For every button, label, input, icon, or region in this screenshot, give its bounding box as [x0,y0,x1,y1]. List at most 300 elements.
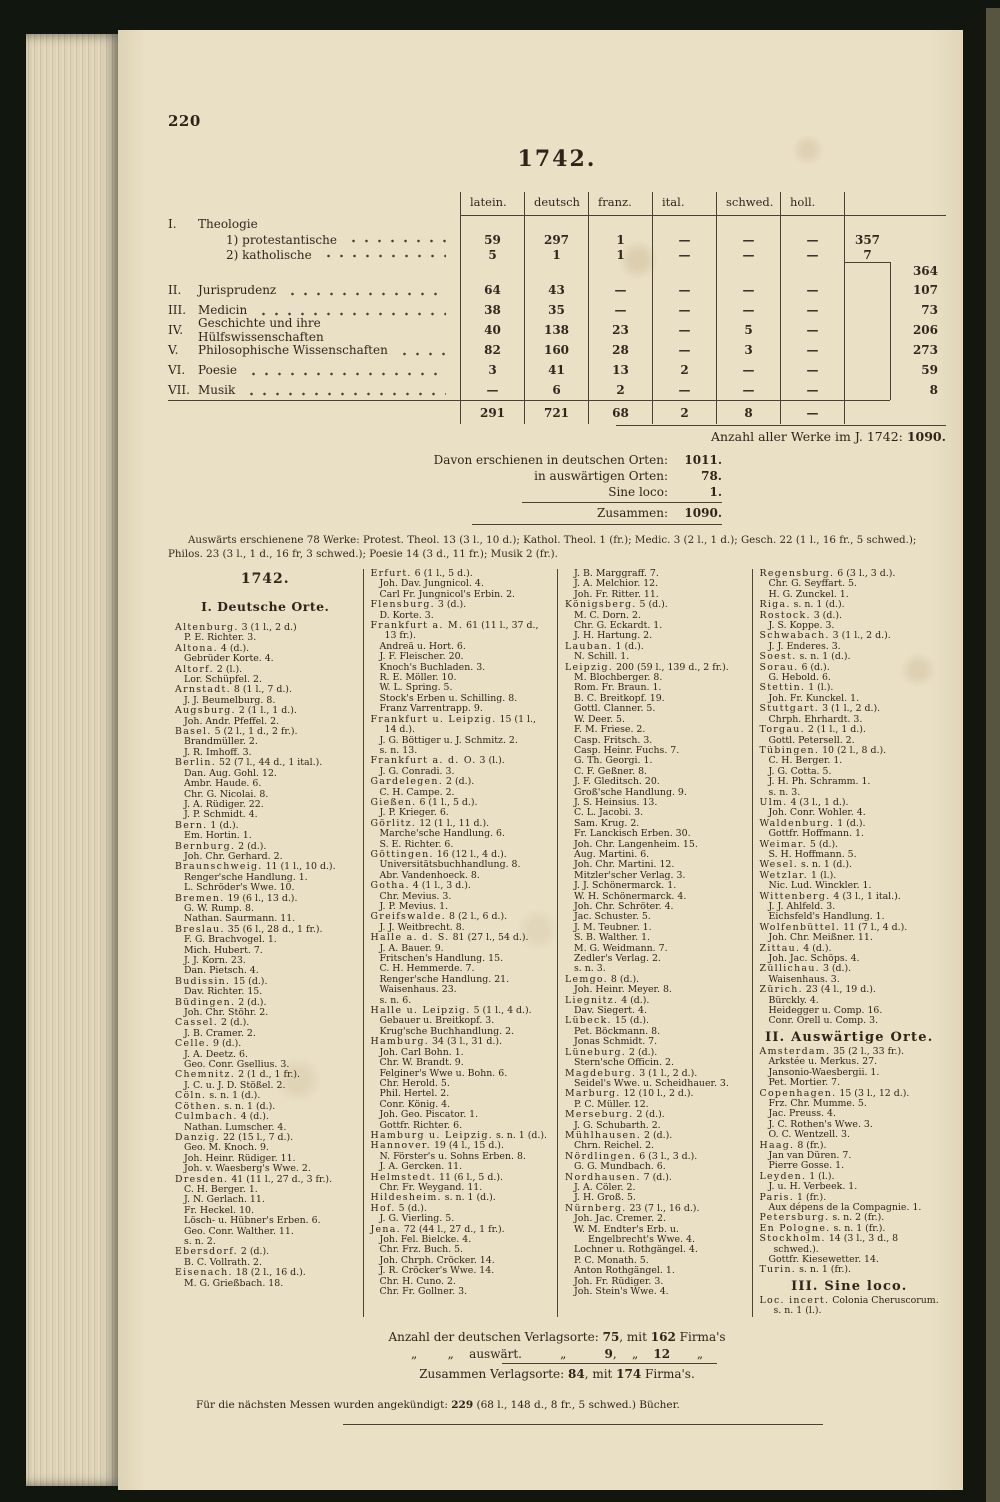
subtotal-cell [844,216,890,232]
place-name: Bern. [175,819,208,831]
place-info: 2 (1 l., 1 d.). [807,724,866,736]
table-value-cell: — [652,380,716,400]
place-entry [760,1265,940,1275]
firm-text: J. A. Rüdiger. 22. [184,798,264,810]
table-value-cell [716,216,780,232]
place-name: Jena. [370,1223,401,1235]
table-value-cell [716,262,780,280]
table-value-cell: — [716,380,780,400]
category-cell [168,340,460,360]
place-name: Gotha. [370,880,410,892]
summary-value: 78. [701,469,722,483]
category-label: Medicin [198,303,248,317]
firm-text: B. C. Vollrath. 2. [184,1256,262,1268]
table-value-cell: 3 [460,360,524,380]
category-cell [168,380,460,400]
firm-text: G. W. Rump. 8. [184,902,254,914]
firm-text: H. G. Zunckel. 1. [768,588,849,600]
table-value-cell: — [588,280,652,300]
firm-text: Marche'sche Handlung. 6. [379,828,505,840]
place-info: 4 (3 l., 1 d.). [790,796,849,808]
totals-value-cell: 68 [588,400,652,424]
table-value-cell: 41 [524,360,588,380]
table-value-cell [460,216,524,232]
verlagsorte-total-line [168,1366,946,1383]
firm-text: P. E. Richter. 3. [184,632,257,644]
place-name: Berlin. [175,757,217,769]
firm-text: Casp. Heinr. Fuchs. 7. [574,744,680,756]
place-info: 81 (27 l., 54 d.). [452,932,529,944]
place-info: 12 (10 l., 2 d.). [623,1088,694,1100]
table-value-cell: 5 [716,320,780,340]
place-name: Königsberg. [565,599,637,611]
verlagsorte-line [168,1329,946,1346]
firm-entry [184,1279,356,1289]
place-name: Chemnitz. [175,1069,236,1081]
summary-total-value: 1090. [684,506,722,520]
place-info: Colonia Cheruscorum. s. n. 1 (l.). [773,1294,939,1317]
firm-text: Joh. Conr. Wohler. 4. [768,807,866,819]
v-num: 75 [602,1329,620,1344]
firm-text: Joh. Geo. Piscator. 1. [379,1109,479,1121]
firm-text: Anton Rothgängel. 1. [574,1265,675,1277]
firm-text: Chr. G. Eckardt. 1. [574,620,663,632]
place-info: 11 (7 l., 4 d.). [843,921,908,933]
firm-text: Nathan. Saurmann. 11. [184,913,296,925]
firm-text: Seidel's Wwe. u. Scheidhauer. 3. [574,1077,729,1089]
table-value-cell: — [780,247,844,262]
firm-text: W. M. Endter's Erb. u. Engelbrecht's Wwe. 4. [574,1223,695,1245]
place-info: 12 (1 l., 11 d.). [419,817,490,829]
place-info: s. n. 1 (d.). [801,859,853,871]
place-name: Waldenburg. [759,817,835,829]
firm-text: Gottfr. Richter. 6. [379,1119,463,1131]
category-label: Poesie [198,363,238,377]
table-value-cell: 2 [588,380,652,400]
section-heading: I. Deutsche Orte. [201,599,330,614]
place-name: Sorau. [759,661,799,673]
place-info: 15 (d.). [233,975,268,987]
firm-text: Jonas Schmidt. 7. [574,1036,658,1048]
place-name: Regensburg. [759,568,835,579]
firm-text: Chr. G. Seyffart. 5. [768,578,857,590]
place-name: Lauban. [565,640,613,652]
firm-text: W. H. Schönermarck. 4. [574,890,687,902]
firm-text: Dav. Richter. 15. [184,986,263,998]
place-info: 5 (d.). [639,599,668,611]
place-info: 6 (1 l., 5 d.). [419,796,478,808]
place-name: Wittenberg. [759,890,831,902]
firm-text: Lor. Schüpfel. 2. [184,674,262,686]
table-value-cell [652,216,716,232]
total-cell [890,247,946,262]
table-value-cell: — [780,280,844,300]
place-name: Amsterdam. [759,1045,831,1057]
firm-text: Chr. G. Nicolai. 8. [184,788,269,800]
subtotal-cell [844,380,890,400]
grand-total-value: 1090. [906,429,946,444]
place-name: Stettin. [759,682,806,694]
place-name: Hamburg u. Leipzig. [370,1129,494,1141]
firm-text: Joh. Heinr. Meyer. 8. [574,984,672,996]
firm-text: J. A. Cöler. 2. [574,1181,636,1193]
firm-text: J. N. Gerlach. 11. [184,1194,265,1206]
total-cell [890,216,946,232]
firm-text: Pet. Böckmann. 8. [574,1025,661,1037]
v-text: Anzahl der deutschen Verlagsorte: [388,1329,603,1344]
place-name: Loc. incert. [759,1294,830,1306]
place-info: 4 (3 l., 1 ital.). [833,890,901,902]
place-name: Cassel. [175,1017,219,1029]
place-info: 3 (d.). [437,599,467,611]
place-name: Leipzig. [565,661,614,673]
list-column-4 [752,569,947,1317]
table-value-cell: — [652,320,716,340]
firm-text: Chrph. Ehrhardt. 3. [768,713,863,725]
next-fairs-note [168,1399,946,1411]
firm-text: C. H. Hemmerde. 7. [379,963,475,975]
category-label: Musik [198,383,236,397]
place-info: 3 (1 l., 2 d.). [639,1067,698,1079]
summary-rule [522,502,722,503]
table-value-cell: 82 [460,340,524,360]
firm-text: Frz. Chr. Mumme. 5. [768,1097,867,1109]
place-name: Rostock. [759,609,811,621]
firm-text: W. L. Spring. 5. [379,682,453,694]
firm-text: F. G. Brachvogel. 1. [184,934,277,946]
place-name: Gardelegen. [370,776,444,788]
firm-text: C. H. Campe. 2. [379,786,455,798]
place-info: 1 (fr.). [797,1191,827,1203]
table-value-cell: — [780,340,844,360]
firm-text: N. Schill. 1. [574,651,630,663]
place-info: 6 (3 l., 3 d.). [639,1150,698,1162]
footer-text: (68 l., 148 d., 8 fr., 5 schwed.) Bücher. [473,1398,680,1411]
table-value-cell [460,262,524,280]
firm-text: S. H. Hoffmann. 5. [768,848,857,860]
place-name: Danzig. [175,1131,221,1143]
foreign-works-note: Auswärts erschienene 78 Werke: Protest. Theol. 13 (3 l., 10 d.); Kathol. Theol. 1 (fr.); Medic. 3 (2 l., 1 d.); Gesch. 22 (1 l., 16 fr., 5 schwed.); Philos. 23 (3 l., 1 d., 16 fr, 3 schwed.); Poesie 14 (3 d., 11 fr.); Musik 2 (fr.). [168,534,917,560]
verlagsorte-rule [502,1363,717,1364]
leader-dots [247,368,446,376]
summary-row [392,452,722,468]
place-info: 15 (3 l., 12 d.). [839,1087,910,1099]
firm-text: M. Blochberger. 8. [574,672,663,684]
firm-text: J. A. Gercken. 11. [379,1161,463,1173]
firm-text: J. C. Rothen's Wwe. 3. [768,1118,873,1130]
firm-text: M. G. Grießbach. 18. [184,1277,284,1289]
place-info: 8 (2 l., 6 d.). [449,911,508,923]
place-name: Budissin. [175,975,231,987]
place-name: Nürnberg. [565,1202,627,1214]
place-name: Weimar. [759,838,807,850]
firm-text: Joh. Jac. Schöps. 4. [768,953,860,965]
firm-text: Knoch's Buchladen. 3. [379,661,486,673]
firm-text: J. P. Krieger. 6. [379,807,449,819]
firm-text: Jan van Düren. 7. [768,1149,852,1161]
place-name: Merseburg. [565,1109,634,1121]
language-statistics-table [168,192,946,424]
place-name: Ebersdorf. [175,1246,238,1258]
footer-text: Für die nächsten Messen wurden angekündigt: [196,1398,452,1411]
place-info: 200 (59 l., 139 d., 2 fr.). [616,661,729,673]
table-value-cell: 5 [460,247,524,262]
firm-text: Chr. Mevius. 3. [379,890,452,902]
place-name: Frankfurt a. d. O. [370,755,477,767]
firm-text: Dan. Aug. Gohl. 12. [184,767,277,779]
firm-text: G. Hebold. 6. [768,672,831,684]
place-name: Culmbach. [175,1111,238,1123]
place-name: Erfurt. [370,568,412,579]
firm-text: Joh. Chr. Langenheim. 15. [574,838,698,850]
place-info: 52 (7 l., 44 d., 1 ital.). [219,757,323,769]
table-value-cell: — [460,380,524,400]
firm-text: Joh. Andr. Pfeffel. 2. [184,715,280,727]
subtotal-cell [844,360,890,380]
book-page [118,30,963,1490]
v-num: 162 [650,1329,676,1344]
firm-text: Renger'sche Handlung. 1. [184,871,308,883]
place-name: Riga. [759,599,791,611]
place-info: 34 (3 l., 31 d.). [432,1036,503,1048]
subtotal-cell [844,300,890,320]
summary-row [392,468,722,484]
table-value-cell: — [716,232,780,247]
category-numeral: VI. [168,363,186,377]
firm-text: Groß'sche Handlung. 9. [574,786,687,798]
column-year-heading: 1742. [240,571,290,587]
place-name: Nördlingen. [565,1150,637,1162]
firm-text: Joh. Chr. Martini. 12. [574,859,675,871]
firm-text: C. H. Berger. 1. [768,755,843,767]
totals-value-cell: 8 [716,400,780,424]
place-info: 23 (4 l., 19 d.). [805,984,876,996]
leader-dots [322,250,446,258]
place-name: Altona. [175,642,218,654]
category-label: 2) katholische [226,247,312,262]
place-info: 10 (2 l., 8 d.). [822,744,887,756]
firm-text: Conr. Orell u. Comp. 3. [768,1015,879,1027]
subtotal-cell: 357 [844,232,890,247]
table-value-cell: — [652,247,716,262]
place-name: Leyden. [759,1170,807,1182]
table-value-cell: — [716,280,780,300]
v-text: „ „ auswärt. „ [410,1346,605,1361]
summary-total-row [472,505,722,525]
firm-text: Gebrüder Korte. 4. [184,653,274,665]
firm-text: Dav. Siegert. 4. [574,1005,647,1017]
place-info: 4 (d.). [220,642,250,654]
category-cell [168,262,460,280]
firm-text: J. A. Bauer. 9. [379,942,444,954]
place-name: Züllichau. [759,963,820,975]
firm-text: Em. Hortin. 1. [184,830,252,842]
publisher-lists [168,569,946,1317]
table-value-cell [588,216,652,232]
table-value-cell [780,262,844,280]
grand-total-label: Anzahl aller Werke im J. 1742: [710,429,907,444]
place-info: 1 (d.). [210,819,239,831]
firm-text: Lochner u. Rothgängel. 4. [574,1244,698,1256]
firm-text: Casp. Fritsch. 3. [574,734,653,746]
table-value-cell: — [780,360,844,380]
table-value-cell: — [780,300,844,320]
firm-text: J. H. Hartung. 2. [574,630,653,642]
summary-label: Davon erschienen in deutschen Orten: [433,453,668,467]
place-info: 23 (7 l., 16 d.). [629,1202,700,1214]
subtotal-cell [844,280,890,300]
place-name: Ulm. [759,796,788,808]
place-name: Haag. [759,1139,795,1151]
place-name: Wetzlar. [759,869,809,881]
firm-text: Arkstée u. Merkus. 27. [768,1056,878,1068]
place-name: Hamburg. [370,1036,430,1048]
firm-text: Joh. Carl Bohn. 1. [379,1046,464,1058]
place-info: 9 (d.). [213,1038,242,1050]
leader-dots [245,388,446,396]
place-info: 2 (d.). [238,840,267,852]
place-name: Zittau. [759,942,801,954]
firm-text: Nic. Lud. Winckler. 1. [768,880,872,892]
firm-text: Gottfr. Kiesewetter. 14. [768,1254,879,1265]
place-info: 6 (3 l., 3 d.). [837,568,896,579]
firm-text: J. J. Weitbrecht. 8. [379,921,465,933]
table-value-cell: — [780,320,844,340]
place-name: Copenhagen. [759,1087,837,1099]
firm-text: J. R. Cröcker's Wwe. 14. [379,1265,495,1277]
firm-text: Chr. W. Brandt. 9. [379,1057,464,1069]
firm-text: J. R. Imhoff. 3. [184,746,252,758]
column-header: latein. [460,192,524,216]
place-info: 6 (d.). [801,661,830,673]
firm-entry [574,1287,745,1297]
table-value-cell [588,262,652,280]
table-value-cell: 138 [524,320,588,340]
category-numeral: III. [168,303,187,317]
firm-text: Gottl. Clanner. 5. [574,703,656,715]
subtotal-cell [844,262,890,280]
firm-text: Krug'sche Buchhandlung. 2. [379,1025,515,1037]
place-info: 41 (11 l., 27 d., 3 fr.). [231,1173,333,1185]
firm-text: Joh. Fr. Kunckel. 1. [768,692,860,704]
table-value-cell: — [716,300,780,320]
place-name: Altenburg. [175,622,239,633]
firm-text: J. P. Schmidt. 4. [184,809,258,821]
category-numeral: II. [168,283,182,297]
firm-text: J. C. u. J. D. Stößel. 2. [184,1079,286,1091]
table-value-cell [524,216,588,232]
firm-text: Chr. Fr. Weygand. 11. [379,1181,483,1193]
firm-text: G. G. Mundbach. 6. [574,1161,666,1173]
category-numeral: V. [168,343,179,357]
firm-text: J. G. Böttiger u. J. Schmitz. 2. [379,734,518,746]
place-entry [760,1234,940,1255]
table-value-cell: 160 [524,340,588,360]
v-num: 174 [616,1366,642,1381]
place-name: Hildesheim. [370,1192,442,1204]
category-numeral: I. [168,217,177,231]
firm-text: Stern'sche Officin. 2. [574,1057,674,1069]
firm-text: J. A. Deetz. 6. [184,1048,248,1060]
total-header-cell [890,192,946,216]
place-info: 2 (d.). [238,996,267,1008]
v-text: Zusammen Verlagsorte: [419,1366,568,1381]
place-name: Celle. [175,1038,211,1050]
firm-text: Chrn. Reichel. 2. [574,1140,655,1152]
place-info: 2 (d.). [636,1109,665,1121]
place-name: Halle a. d. S. [370,932,450,944]
place-name: Göttingen. [370,848,434,860]
v-text: Firma's. [641,1366,695,1381]
firm-text: O. C. Wentzell. 3. [768,1129,851,1141]
place-name: Altorf. [175,663,214,675]
place-info: 19 (6 l., 13 d.). [227,892,298,904]
place-name: Stockholm. [759,1233,826,1245]
firm-text: J. J. Schönermarck. 1. [574,880,677,892]
place-name: Dresden. [175,1173,229,1185]
firm-text: F. M. Friese. 2. [574,724,646,736]
place-info: 3 (1 l., 2 d.) [241,622,297,633]
firm-text: J. B. Cramer. 2. [184,1027,256,1039]
place-entry [371,621,551,642]
firm-text: s. n. 13. [379,744,418,756]
firm-text: C. L. Jacobi. 3. [574,807,644,819]
v-text: , „ [612,1346,654,1361]
firm-text: Franz Varrentrapp. 9. [379,703,483,715]
firm-text: Aug. Martini. 6. [574,848,650,860]
place-info: 35 (2 l., 33 fr.). [833,1045,905,1057]
v-text: , mit [619,1329,651,1344]
place-info: 3 (1 l., 2 d.). [822,703,881,715]
firm-text: Gottl. Petersell. 2. [768,734,855,746]
firm-text: Fr. Lanckisch Erben. 30. [574,828,691,840]
place-name: Turin. [759,1264,797,1276]
place-info: s. n. 1 (d.). [799,651,851,663]
place-name: Nordhausen. [565,1171,641,1183]
firm-text: Fr. Heckel. 10. [184,1204,254,1216]
v-text: , mit [584,1366,617,1381]
total-cell [890,232,946,247]
place-name: Frankfurt u. Leipzig. [370,713,497,725]
table-corner-cell [168,192,460,216]
table-value-cell: 28 [588,340,652,360]
table-value-cell: 6 [524,380,588,400]
place-info: 2 (d.). [221,1017,250,1029]
firm-text: B. C. Breitkopf. 19. [574,692,665,704]
section-heading: III. Sine loco. [791,1278,908,1294]
table-value-cell: 1 [524,247,588,262]
total-cell: 364 [890,262,946,280]
firm-text: Chr. Herold. 5. [379,1077,450,1089]
place-info: 72 (44 l., 27 d., 1 fr.). [403,1223,505,1235]
place-name: Magdeburg. [565,1067,637,1079]
firm-text: Chr. Frz. Buch. 5. [379,1244,464,1256]
category-label: Philosophische Wissenschaften [198,343,388,357]
place-name: Zürich. [759,984,803,996]
place-info: 3 (d.). [822,963,852,975]
firm-text: s. n. 3. [574,963,606,975]
firm-text: Gebauer u. Breitkopf. 3. [379,1015,495,1027]
subtotal-cell: 7 [844,247,890,262]
place-info: 4 (d.). [621,994,650,1006]
place-info: 3 (l.). [479,755,505,767]
origin-summary [392,452,722,525]
firm-text: J. F. Fleischer. 20. [379,651,464,663]
firm-text: Geo. M. Knoch. 9. [184,1142,269,1154]
place-name: Braunschweig. [175,861,263,873]
firm-text: J. J. Korn. 23. [184,955,246,966]
place-name: Greifswalde. [370,911,447,923]
